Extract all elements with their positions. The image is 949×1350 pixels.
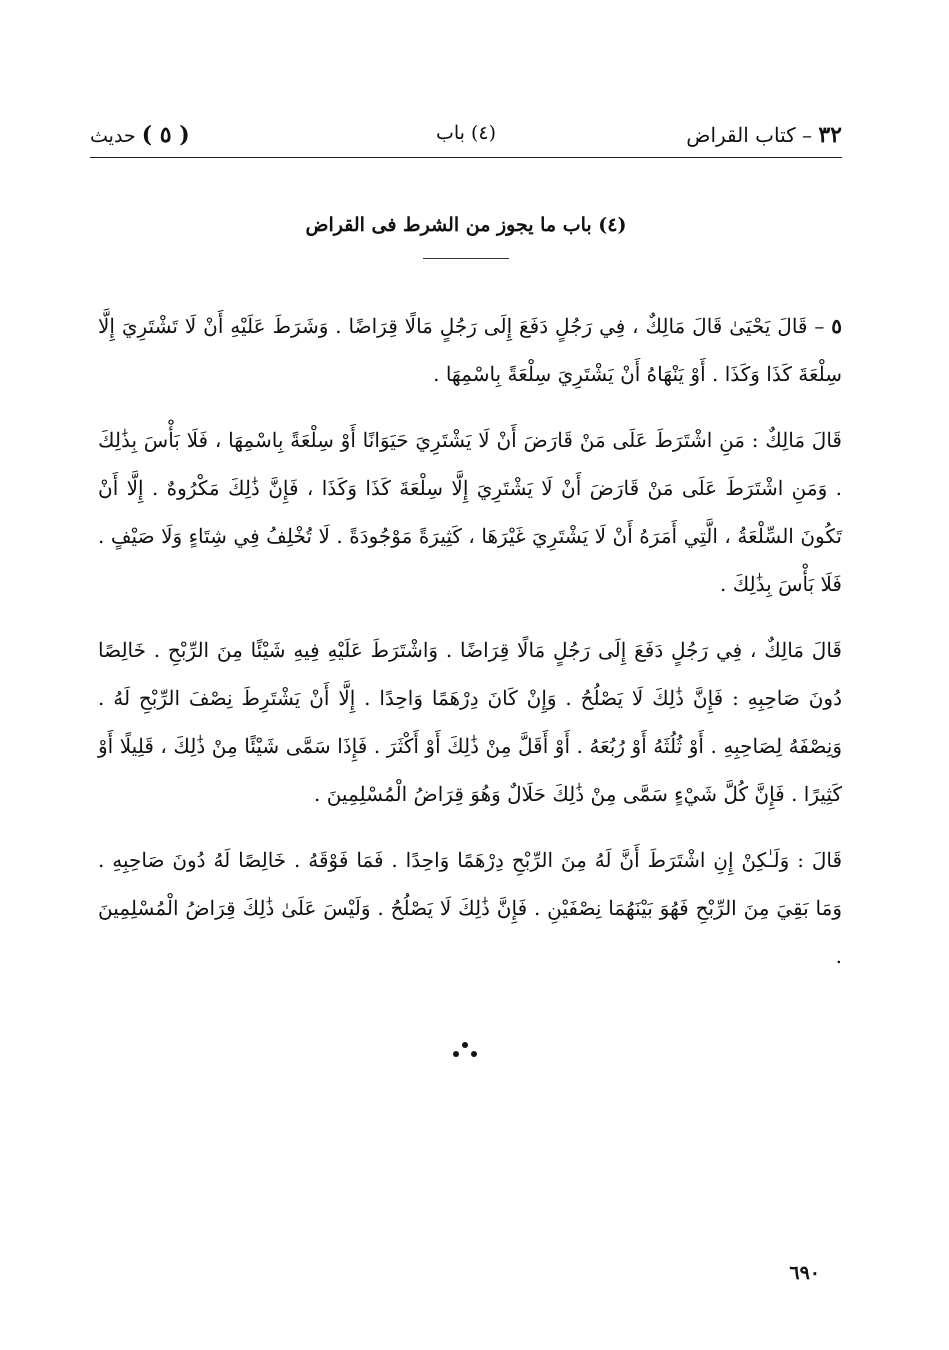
paragraph-text: – قَالَ يَحْيَىٰ قَالَ مَالِكٌ ، فِي رَجُلٍ دَفَعَ إِلَى رَجُلٍ مَالًا قِرَاضًا . وَشَرَطَ عَلَيْهِ أَنْ لَا تَشْتَرِيَ إِلَّا سِلْعَةَ كَذَا وَكَذَا . أَوْ يَنْهَاهُ أَنْ يَشْتَرِيَ سِلْعَةً بِاسْمِهَا . — [98, 314, 842, 386]
section-title: (٤) باب ما يجوز من الشرط فى القراض — [305, 214, 627, 236]
ornament-dot — [462, 1042, 468, 1048]
header-book-number: ٣٢ — [818, 122, 842, 148]
section-end-ornament — [445, 1038, 485, 1068]
paragraph-1 — [98, 302, 842, 398]
header-divider — [90, 157, 842, 158]
body-text — [98, 302, 842, 998]
header-book-title — [686, 122, 842, 148]
title-underline — [423, 258, 509, 259]
page-number: ٦٩٠ — [789, 1262, 820, 1284]
ornament-dot — [453, 1051, 459, 1057]
paragraph-text: قَالَ مَالِكٌ ، فِي رَجُلٍ دَفَعَ إِلَى رَجُلٍ مَالًا قِرَاضًا . وَاشْتَرَطَ عَلَيْهِ فِيهِ شَيْئًا مِنَ الرِّبْحِ . خَالِصًا دُونَ صَاحِبِهِ : فَإِنَّ ذَٰلِكَ لَا يَصْلُحُ . وَإِنْ كَانَ دِرْهَمًا وَاحِدًا . إِلَّا أَنْ يَشْتَرِطَ نِصْفَ الرِّبْحِ لَهُ . وَنِصْفَهُ لِصَاحِبِهِ . أَوْ ثُلُثَهُ أَوْ رُبُعَهُ . أَوْ أَقَلَّ مِنْ ذَٰلِكَ أَوْ أَكْثَرَ . فَإِذَا سَمَّى شَيْئًا مِنْ ذَٰلِكَ ، قَلِيلًا أَوْ كَثِيرًا . فَإِنَّ كُلَّ شَيْءٍ سَمَّى مِنْ ذَٰلِكَ حَلَالٌ وَهُوَ قِرَاضُ الْمُسْلِمِينَ . — [98, 638, 842, 806]
paragraph-3 — [98, 626, 842, 818]
paragraph-number: ٥ — [831, 314, 843, 338]
header-book-name: – كتاب القراض — [686, 123, 812, 147]
paragraph-2 — [98, 416, 842, 608]
paragraph-4 — [98, 836, 842, 980]
running-header — [90, 112, 842, 156]
header-hadith-number: ( ٥ ) — [141, 122, 190, 148]
paragraph-text: قَالَ : وَلَـٰكِنْ إِنِ اشْتَرَطَ أَنَّ لَهُ مِنَ الرِّبْحِ دِرْهَمًا وَاحِدًا . فَمَا فَوْقَهُ . خَالِصًا لَهُ دُونَ صَاحِبِهِ . وَمَا بَقِيَ مِنَ الرِّبْحِ فَهُوَ بَيْنَهُمَا نِصْفَيْنِ . فَإِنَّ ذَٰلِكَ لَا يَصْلُحُ . وَلَيْسَ عَلَىٰ ذَٰلِكَ قِرَاضُ الْمُسْلِمِينَ . — [98, 848, 843, 968]
header-hadith-label: حديث — [90, 125, 136, 147]
ornament-dot — [471, 1051, 477, 1057]
header-hadith — [90, 122, 190, 148]
paragraph-text: قَالَ مَالِكٌ : مَنِ اشْتَرَطَ عَلَى مَنْ قَارَضَ أَنْ لَا يَشْتَرِيَ حَيَوَانًا أَوْ سِلْعَةً بِاسْمِهَا ، فَلَا بَأْسَ بِذَٰلِكَ . وَمَنِ اشْتَرَطَ عَلَى مَنْ قَارَضَ أَنْ لَا يَشْتَرِيَ إِلَّا سِلْعَةَ كَذَا وَكَذَا ، فَإِنَّ ذَٰلِكَ مَكْرُوهٌ . إِلَّا أَنْ تَكُونَ السِّلْعَةُ ، الَّتِي أَمَرَهُ أَنْ لَا يَشْتَرِيَ غَيْرَهَا ، كَثِيرَةً مَوْجُودَةً . لَا تُخْلِفُ فِي شِتَاءٍ وَلَا صَيْفٍ . فَلَا بَأْسَ بِذَٰلِكَ . — [98, 428, 842, 596]
header-chapter: (٤) باب — [435, 122, 497, 144]
